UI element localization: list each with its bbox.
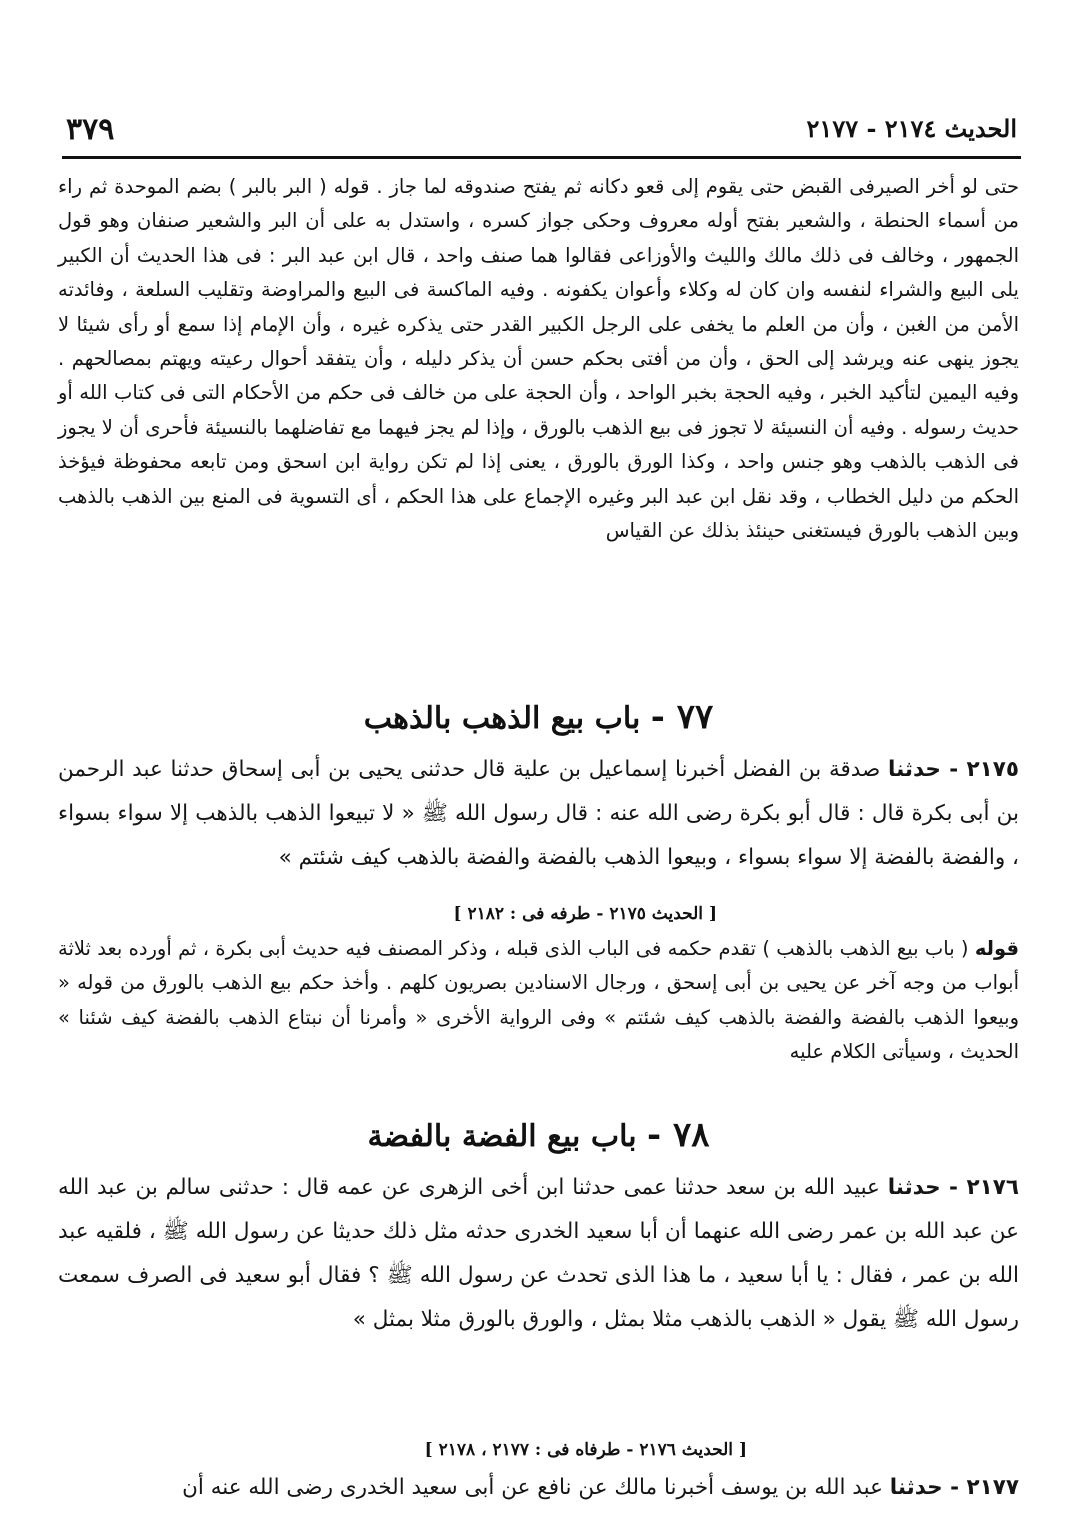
commentary-paragraph [58,170,1019,548]
hadith-2176 [58,1166,1019,1342]
hadith-number: ٢١٧٧ - حدثنا [889,1475,1019,1500]
commentary-paragraph-2 [58,932,1019,1070]
cross-reference-note: [ الحديث ٢١٧٦ - طرفاه فى : ٢١٧٧ ، ٢١٧٨ ] [424,1440,747,1460]
hadith-text: عبيد الله بن سعد حدثنا عمى حدثنا ابن أخى الزهرى عن عمه قال : حدثنى سالم بن عبد الله عن عبد الله بن عمر رضى الله عنهما أن أبا سعيد الخدرى حدثه مثل ذلك حديثا عن رسول الله ﷺ ، فلقيه عبد الله بن عمر ، فقال : يا أبا سعيد ، ما هذا الذى تحدث عن رسول الله ﷺ ؟ فقال أبو سعيد فى الصرف سمعت رسول الله ﷺ يقول « الذهب بالذهب مثلا بمثل ، والورق بالورق مثلا بمثل » [58,1175,1019,1332]
qawluhu-marker: قوله [974,937,1019,960]
hadith-number: ٢١٧٦ - حدثنا [887,1175,1019,1200]
chapter-word: باب [594,701,641,736]
page-header [62,112,1021,159]
chapter-number: ٧٨ - [647,1115,710,1155]
hadith-2175 [58,748,1019,880]
hadith-number: ٢١٧٥ - حدثنا [888,757,1020,782]
chapter-title: بيع الذهب بالذهب [363,701,585,736]
hadith-text: صدقة بن الفضل أخبرنا إسماعيل بن علية قال حدثنى يحيى بن أبى إسحاق حدثنا عبد الرحمن بن أبى بكرة قال : قال أبو بكرة رضى الله عنه : قال رسول الله ﷺ « لا تبيعوا الذهب بالذهب إلا سواء بسواء ، والفضة بالفضة إلا سواء بسواء ، وبيعوا الذهب بالفضة والفضة بالذهب كيف شئتم » [58,757,1019,870]
chapter-title: بيع الفضة بالفضة [367,1119,581,1154]
cross-reference-note: [ الحديث ٢١٧٥ - طرفه فى : ٢١٨٢ ] [453,904,717,924]
chapter-heading-77 [0,697,1077,737]
commentary-text: حتى لو أخر الصيرفى القبض حتى يقوم إلى قعو دكانه ثم يفتح صندوقه لما جاز . قوله ( البر بالبر ) بضم الموحدة ثم راء من أسماء الحنطة ، والشعير بفتح أوله معروف وحكى جواز كسره ، واستدل به على أن البر والشعير صنفان وهو قول الجمهور ، وخالف فى ذلك مالك والليث والأوزاعى فقالوا هما صنف واحد ، قال ابن عبد البر : فى هذا الحديث أن الكبير يلى البيع والشراء لنفسه وان كان له وكلاء وأعوان يكفونه . وفيه الماكسة فى البيع والمراوضة وتقليب السلعة ، وفائدته الأمن من الغبن ، وأن من العلم ما يخفى على الرجل الكبير القدر حتى يذكره غيره ، وأن الإمام إذا سمع أو رأى شيئا لا يجوز ينهى عنه ويرشد إلى الحق ، وأن من أفتى بحكم حسن أن يذكر دليله ، وأن يتفقد أحوال رعيته ويهتم بمصالحهم . وفيه اليمين لتأكيد الخبر ، وفيه الحجة بخبر الواحد ، وأن الحجة على من خالف فى حكم من الأحكام التى فى كتاب الله أو حديث رسوله . وفيه أن النسيئة لا تجوز فى بيع الذهب بالورق ، وإذا لم يجز فيهما مع تفاضلهما بالنسيئة فأحرى أن لا يجوز فى الذهب بالذهب وهو جنس واحد ، وكذا الورق بالورق ، يعنى إذا لم تكن رواية ابن اسحق ومن تابعه محفوظة فيؤخذ الحكم من دليل الخطاب ، وقد نقل ابن عبد البر وغيره الإجماع على هذا الحكم ، أى التسوية فى المنع بين الذهب بالذهب وبين الذهب بالورق فيستغنى حينئذ بذلك عن القياس [58,175,1019,543]
hadith-text: عبد الله بن يوسف أخبرنا مالك عن نافع عن أبى سعيد الخدرى رضى الله عنه أن [182,1475,883,1500]
commentary-text: ( باب بيع الذهب بالذهب ) تقدم حكمه فى الباب الذى قبله ، وذكر المصنف فيه حديث أبى بكرة ، ثم أورده بعد ثلاثة أبواب من وجه آخر عن يحيى بن أبى إسحق ، ورجال الاسنادين بصريون كلهم . وأخذ حكم بيع الذهب بالورق من قوله « وبيعوا الذهب بالفضة والفضة بالذهب كيف شئتم » وفى الرواية الأخرى « وأمرنا أن نبتاع الذهب بالفضة كيف شئنا » الحديث ، وسيأتى الكلام عليه [58,937,1019,1064]
page-number: ٣٧٩ [66,112,115,147]
chapter-number: ٧٧ - [650,697,714,737]
chapter-heading-78 [0,1115,1077,1155]
hadith-2177 [58,1466,1019,1510]
running-title: الحديث ٢١٧٤ - ٢١٧٧ [806,114,1017,143]
chapter-word: باب [590,1119,637,1154]
